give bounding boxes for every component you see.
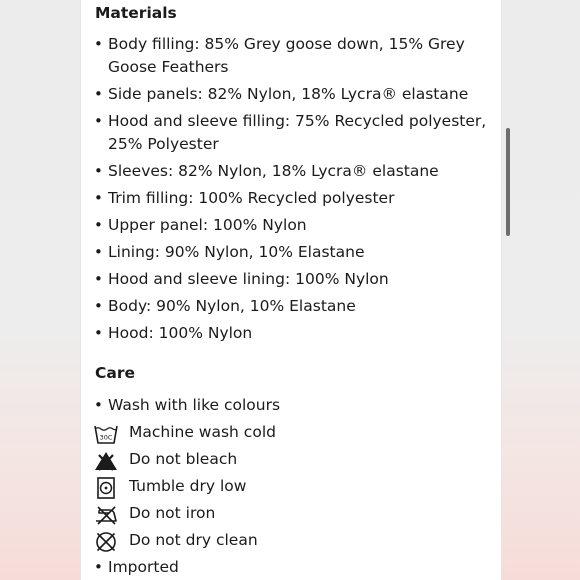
care-label: Do not dry clean xyxy=(129,531,258,549)
no-iron-icon xyxy=(94,504,118,526)
bullet: • xyxy=(94,85,103,103)
list-item xyxy=(81,110,491,156)
bullet: • xyxy=(94,396,103,414)
care-wash-note: Wash with like colours xyxy=(108,396,281,414)
material-text: Hood and sleeve filling: 75% Recycled polyester, 25% Polyester xyxy=(108,112,487,153)
no-dry-clean-icon xyxy=(94,531,118,553)
list-item xyxy=(81,33,491,79)
bullet: • xyxy=(94,112,103,130)
material-text: Hood and sleeve lining: 100% Nylon xyxy=(108,270,389,288)
bullet: • xyxy=(94,324,103,342)
material-text: Trim filling: 100% Recycled polyester xyxy=(108,189,395,207)
material-text: Lining: 90% Nylon, 10% Elastane xyxy=(108,243,365,261)
bullet: • xyxy=(94,162,103,180)
no-bleach-icon xyxy=(94,450,118,472)
care-label: Do not bleach xyxy=(129,450,238,468)
wash-temperature-label: 30C xyxy=(99,433,113,442)
bullet: • xyxy=(94,216,103,234)
bullet: • xyxy=(94,558,103,576)
bullet: • xyxy=(94,243,103,261)
material-text: Body filling: 85% Grey goose down, 15% Grey Goose Feathers xyxy=(108,35,465,76)
bullet: • xyxy=(94,35,103,53)
wash-30-icon xyxy=(94,423,118,445)
tumble-dry-low-icon xyxy=(94,477,118,499)
care-label: Do not iron xyxy=(129,504,216,522)
care-label: Tumble dry low xyxy=(129,477,247,495)
materials-heading: Materials xyxy=(95,4,177,22)
material-text: Sleeves: 82% Nylon, 18% Lycra® elastane xyxy=(108,162,439,180)
material-text: Side panels: 82% Nylon, 18% Lycra® elastane xyxy=(108,85,469,103)
material-text: Upper panel: 100% Nylon xyxy=(108,216,307,234)
care-imported-note: Imported xyxy=(108,558,179,576)
care-label: Machine wash cold xyxy=(129,423,276,441)
bullet: • xyxy=(94,189,103,207)
bullet: • xyxy=(94,297,103,315)
product-details-panel xyxy=(80,0,502,580)
material-text: Body: 90% Nylon, 10% Elastane xyxy=(108,297,356,315)
material-text: Hood: 100% Nylon xyxy=(108,324,253,342)
care-heading: Care xyxy=(95,364,135,382)
bullet: • xyxy=(94,270,103,288)
scrollbar-thumb[interactable] xyxy=(506,128,510,236)
